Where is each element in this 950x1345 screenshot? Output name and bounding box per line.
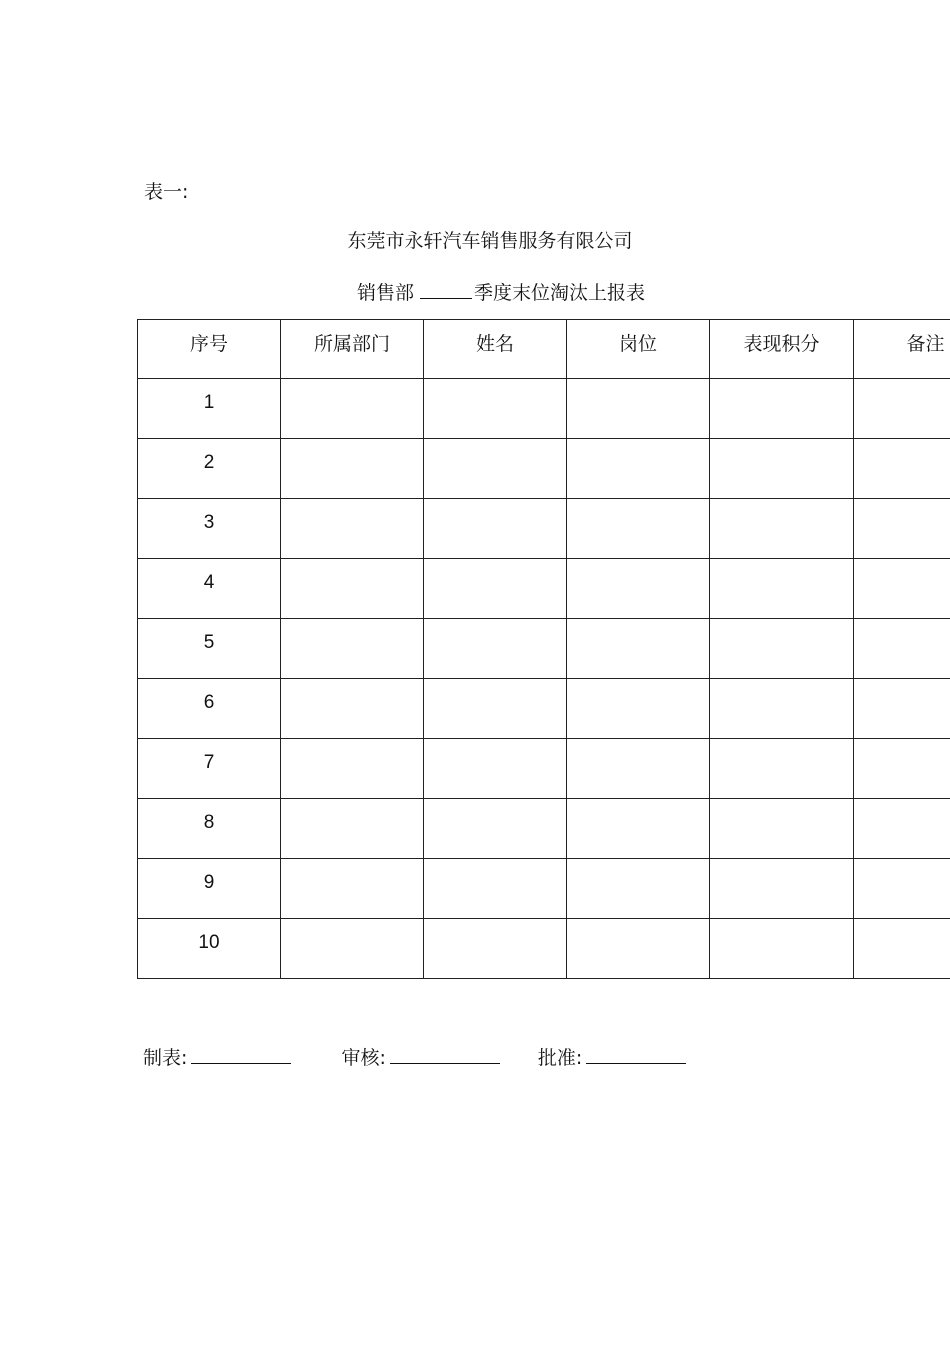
row-number: 9 [138, 859, 281, 919]
header-serial-no: 序号 [138, 320, 281, 379]
table-row [138, 559, 950, 619]
approved-by-field [538, 1043, 686, 1071]
name-cell [424, 619, 567, 679]
position-cell [567, 559, 710, 619]
prepared-by-blank [191, 1043, 291, 1064]
quarter-blank [420, 280, 472, 299]
score-cell [710, 619, 854, 679]
score-cell [710, 739, 854, 799]
name-cell [424, 559, 567, 619]
name-cell [424, 439, 567, 499]
table-row [138, 499, 950, 559]
approved-by-label: 批准: [537, 1047, 583, 1069]
name-cell [424, 679, 567, 739]
header-performance-score: 表现积分 [710, 320, 854, 379]
remarks-cell [854, 559, 950, 619]
prepared-by-label: 制表: [143, 1047, 188, 1069]
department-cell [281, 379, 424, 439]
position-cell [567, 679, 710, 739]
position-cell [567, 619, 710, 679]
row-number: 3 [138, 499, 281, 559]
table-row [138, 739, 950, 799]
department-cell [281, 799, 424, 859]
header-remarks: 备注 [854, 320, 950, 379]
row-number: 7 [138, 739, 281, 799]
position-cell [567, 439, 710, 499]
remarks-cell [854, 619, 950, 679]
reviewed-by-field [341, 1043, 499, 1071]
department-cell [281, 919, 424, 979]
table-header-row [138, 320, 950, 379]
remarks-cell [854, 439, 950, 499]
name-cell [424, 919, 567, 979]
row-number: 4 [138, 559, 281, 619]
position-cell [567, 739, 710, 799]
row-number: 6 [138, 679, 281, 739]
table-row [138, 619, 950, 679]
department-cell [281, 499, 424, 559]
table-row [138, 919, 950, 979]
name-cell [424, 499, 567, 559]
score-cell [710, 559, 854, 619]
position-cell [567, 499, 710, 559]
department-cell [281, 739, 424, 799]
remarks-cell [854, 859, 950, 919]
report-title-suffix: 季度末位淘汰上报表 [474, 282, 646, 304]
name-cell [424, 799, 567, 859]
remarks-cell [854, 499, 950, 559]
score-cell [710, 439, 854, 499]
remarks-cell [854, 799, 950, 859]
table-label: 表一: [144, 181, 189, 203]
elimination-report-table [137, 319, 950, 979]
header-position: 岗位 [567, 320, 710, 379]
score-cell [710, 499, 854, 559]
table-row [138, 679, 950, 739]
table-row [138, 859, 950, 919]
score-cell [710, 379, 854, 439]
row-number: 10 [138, 919, 281, 979]
score-cell [710, 679, 854, 739]
approved-by-blank [586, 1043, 686, 1064]
remarks-cell [854, 919, 950, 979]
row-number: 1 [138, 379, 281, 439]
table-row [138, 379, 950, 439]
remarks-cell [854, 379, 950, 439]
name-cell [424, 379, 567, 439]
header-name: 姓名 [424, 320, 567, 379]
position-cell [567, 919, 710, 979]
position-cell [567, 859, 710, 919]
row-number: 8 [138, 799, 281, 859]
department-cell [281, 679, 424, 739]
score-cell [710, 799, 854, 859]
remarks-cell [854, 679, 950, 739]
row-number: 5 [138, 619, 281, 679]
department-cell [281, 439, 424, 499]
report-title-prefix: 销售部 [356, 282, 414, 304]
score-cell [710, 919, 854, 979]
table-row [138, 439, 950, 499]
position-cell [567, 799, 710, 859]
reviewed-by-blank [390, 1043, 500, 1064]
department-cell [281, 859, 424, 919]
company-title: 东莞市永轩汽车销售服务有限公司 [347, 230, 633, 252]
remarks-cell [854, 739, 950, 799]
header-department: 所属部门 [281, 320, 424, 379]
score-cell [710, 859, 854, 919]
signature-footer [143, 1043, 706, 1071]
row-number: 2 [138, 439, 281, 499]
table-row [138, 799, 950, 859]
report-title [0, 280, 950, 306]
department-cell [281, 559, 424, 619]
position-cell [567, 379, 710, 439]
department-cell [281, 619, 424, 679]
name-cell [424, 739, 567, 799]
prepared-by-field [143, 1043, 291, 1071]
name-cell [424, 859, 567, 919]
reviewed-by-label: 审核: [341, 1047, 386, 1069]
